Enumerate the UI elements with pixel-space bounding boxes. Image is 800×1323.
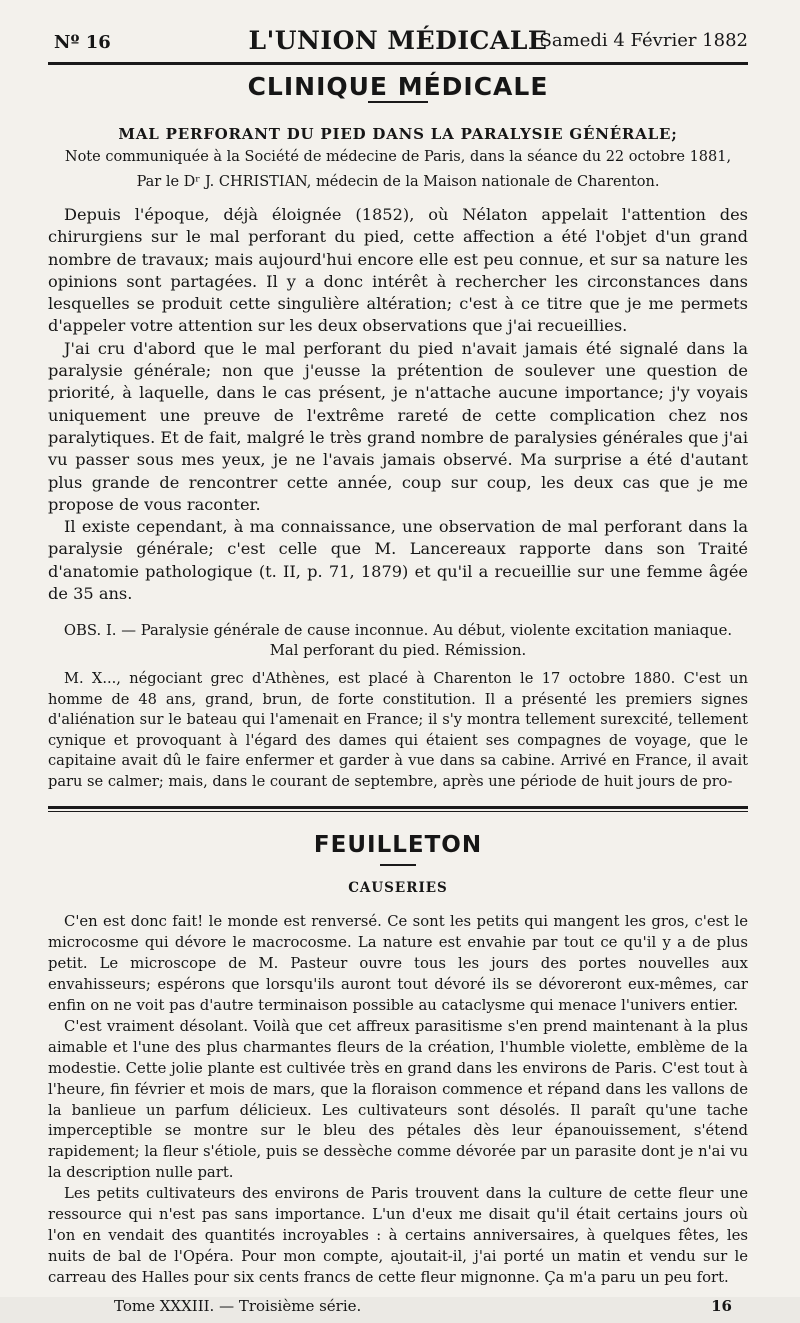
paragraph: Il existe cependant, à ma connaissance, une observation de mal perforant dans la paralysie générale; c'est celle que M. Lancereaux rapporte dans son Traité d'anatomie pathologique (t. II, p. 71, 1879) et qu'il a recueillie sur une femme âgée de 35 ans. (48, 517, 748, 604)
issue-number: Nº 16 (54, 32, 111, 53)
paragraph: C'en est donc fait! le monde est renversé. Ce sont les petits qui mangent les gros, c'est le microcosme qui dévore le macrocosme. La nature est envahie par tout ce qu'il y a de plus petit. Le microscope de M. Pasteur ouvre tous les jours des portes nouvelles aux envahisseurs; espérons que lorsqu'ils auront tout dévoré ils se dévoreront eux-mêmes, car enfin on ne voit pas d'autre terminaison possible au cataclysme qui menace l'univers entier. (48, 913, 748, 1014)
feuilleton-body (48, 912, 748, 1288)
section-heading-feuilleton: FEUILLETON (313, 832, 483, 859)
paragraph: M. X..., négociant grec d'Athènes, est placé à Charenton le 17 octobre 1880. C'est un homme de 48 ans, grand, brun, de forte constitution. Il a présenté les premiers signes d'aliénation sur le bateau qui l'amenait en France; il s'y montra tellement surexcité, tellement cynique et provoquant à l'égard des dames qui étaient ses compagnes de voyage, que le capitaine avait dû le faire enfermer et garder à vue dans sa cabine. Arrivé en France, il avait paru se calmer; mais, dans le courant de septembre, après une période de huit jours de pro- (48, 670, 748, 790)
page-footer (48, 1297, 748, 1323)
page-number: 16 (711, 1296, 732, 1315)
paragraph: Les petits cultivateurs des environs de Paris trouvent dans la culture de cette fleur une ressource qui n'est pas sans importance. L'un d'eux me disait qu'il était certains jours où l'on en vendait des quantités incroyables : à certains anniversaires, à quelques fêtes, les nuits de bal de l'Opéra. Pour mon compte, ajoutait-il, j'ai porté un matin et vendu sur le carreau des Halles pour six cents francs de cette fleur mignonne. Ça m'a paru un peu fort. (48, 1185, 748, 1286)
article-body (48, 204, 748, 605)
observation-heading: OBS. I. — Paralysie générale de cause inconnue. Au début, violente excitation maniaque. Mal perforant du pied. Rémission. (63, 622, 733, 660)
feuilleton-divider (380, 864, 416, 866)
section-heading-clinique: CLINIQUE MÉDICALE (247, 72, 549, 101)
feuilleton-rule (48, 806, 748, 809)
article-note: Note communiquée à la Société de médecine de Paris, dans la séance du 22 octobre 1881, (64, 149, 732, 165)
feuilleton-subheading: CAUSERIES (348, 880, 448, 897)
observation-body (48, 669, 748, 792)
article-title: MAL PERFORANT DU PIED DANS LA PARALYSIE GÉNÉRALE; (118, 125, 678, 143)
section-divider (368, 101, 428, 103)
article-author: Par le Dʳ J. CHRISTIAN, médecin de la Maison nationale de Charenton. (136, 174, 660, 190)
paragraph: Depuis l'époque, déjà éloignée (1852), où Nélaton appelait l'attention des chirurgiens sur le mal perforant du pied, cette affection a été l'objet d'un grand nombre de travaux; mais aujourd'hui encore elle est peu connue, et sur sa nature les opinions sont partagées. Il y a donc intérêt à rechercher les circonstances dans lesquelles se produit cette singulière altération; c'est à ce titre que je me permets d'appeler votre attention sur les deux observations que j'ai recueillies. (48, 205, 748, 336)
paragraph: J'ai cru d'abord que le mal perforant du pied n'avait jamais été signalé dans la paralysie générale; non que j'eusse la prétention de soulever une question de priorité, à laquelle, dans le cas présent, je n'attache aucune importance; j'y voyais uniquement une preuve de l'extrême rareté de cette complication chez nos paralytiques. Et de fait, malgré le très grand nombre de paralysies générales que j'ai vu passer sous mes yeux, je ne l'avais jamais observé. Ma surprise a été d'autant plus grande de rencontrer cette année, coup sur coup, les deux cas que je me propose de vous raconter. (48, 338, 748, 514)
feuilleton-rule-thin (48, 811, 748, 812)
paragraph: C'est vraiment désolant. Voilà que cet affreux parasitisme s'en prend maintenant à la plus aimable et l'une des plus charmantes fleurs de la création, l'humble violette, emblème de la modestie. Cette jolie plante est cultivée très en grand dans les environs de Paris. C'est tout à l'heure, fin février et mois de mars, que la floraison commence et répand dans les vallons de la banlieue un parfum délicieux. Les cultivateurs sont désolés. Il paraît qu'une tache imperceptible se montre sur le bleu des pétales dès leur épanouissement, s'étend rapidement; la fleur s'étiole, puis se dessèche comme dévorée par un parasite dont je n'ai vu la description nulle part. (48, 1017, 748, 1182)
journal-title: L'UNION MÉDICALE (248, 26, 548, 55)
tome-label: Tome XXXIII. — Troisième série. (114, 1296, 362, 1315)
page-header (48, 18, 748, 58)
issue-date: Samedi 4 Février 1882 (539, 30, 748, 51)
header-rule (48, 62, 748, 65)
